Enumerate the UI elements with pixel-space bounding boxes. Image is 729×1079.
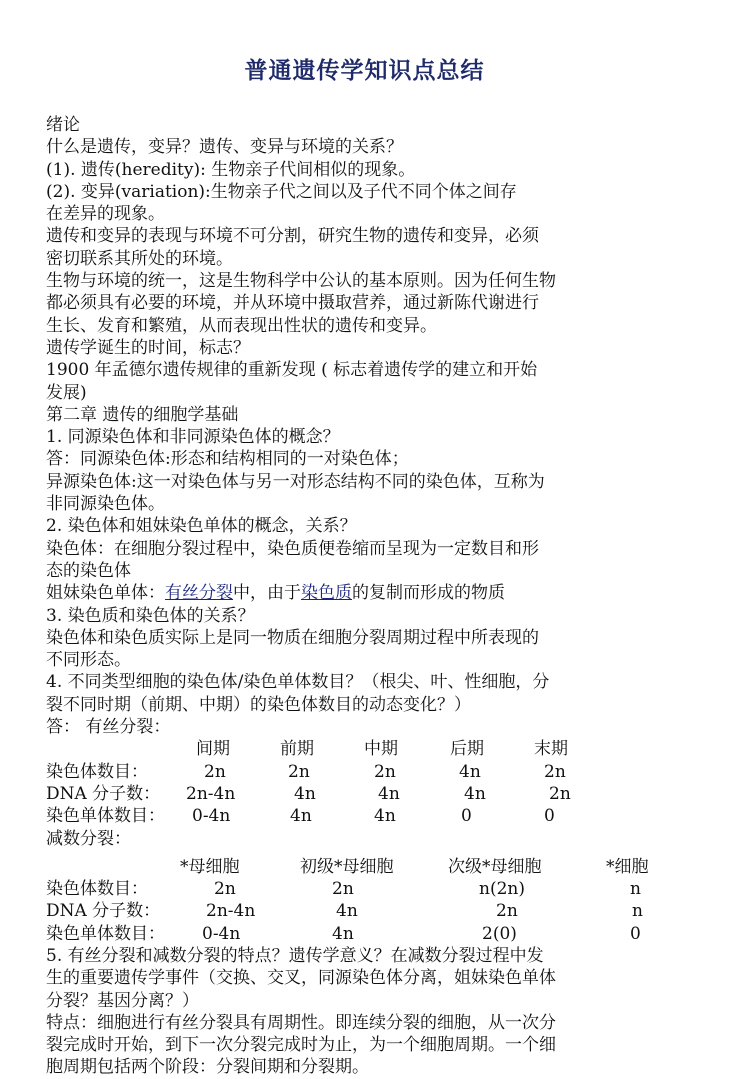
text-line: 染色体和染色质实际上是同一物质在细胞分裂周期过程中所表现的 [46,627,539,648]
table-cell: 2n-4n [186,783,236,804]
text-line: 非同源染色体。 [46,494,165,515]
mitosis-link[interactable]: 有丝分裂 [165,583,233,604]
text-line: 密切联系其所处的环境。 [46,248,233,269]
table-cell: 4n [332,923,354,944]
column-header: *细胞 [606,856,649,877]
text-line: 不同形态。 [46,650,131,671]
table-cell: 2n [204,761,226,782]
text-line: 遗传和变异的表现与环境不可分割，研究生物的遗传和变异，必须 [46,226,539,247]
text-line: 1900 年孟德尔遗传规律的重新发现 ( 标志着遗传学的建立和开始 [46,360,538,381]
text-line: 胞周期包括两个阶段：分裂间期和分裂期。 [46,1057,369,1078]
row-label: DNA 分子数： [46,901,161,922]
table-cell: 4n [464,783,486,804]
table-row [46,805,692,827]
table-cell: 2n [496,901,518,922]
table-cell: 0-4n [192,806,231,827]
text-line: 4. 不同类型细胞的染色体/染色单体数目？（根尖、叶、性细胞，分 [46,672,550,693]
table-row [46,878,692,900]
document-title: 普通遗传学知识点总结 [244,58,485,84]
chapter-heading: 第二章 遗传的细胞学基础 [46,404,239,425]
text-segment: 姐妹染色单体： [46,583,165,604]
text-line: 5. 有丝分裂和减数分裂的特点？遗传学意义？在减数分裂过程中发 [46,945,544,966]
table-cell: n [632,901,643,922]
table-row [46,900,692,922]
table-cell: 2n-4n [206,901,256,922]
table-cell: 4n [374,806,396,827]
table-cell: 4n [294,783,316,804]
column-header: *母细胞 [180,856,240,877]
table-cell: 4n [459,761,481,782]
text-line: 答： 有丝分裂： [46,717,171,738]
text-line: 遗传学诞生的时间，标志？ [46,337,250,358]
text-line: 异源染色体:这一对染色体与另一对形态结构不同的染色体，互称为 [46,471,545,492]
table-cell: 2n [214,879,236,900]
table-cell: 2n [288,761,310,782]
row-label: 染色单体数目： [46,923,165,944]
table-cell: 0 [461,806,472,827]
row-label: DNA 分子数： [46,783,161,804]
text-line: 减数分裂： [46,828,131,849]
table-cell: 0 [630,923,641,944]
table-cell: 2n [549,783,571,804]
table-row [46,783,692,805]
text-line: 分裂？基因分离？） [46,990,199,1011]
mitosis-table [46,738,692,827]
sister-chromatid-line [46,582,692,604]
table-cell: 0 [544,806,555,827]
text-line: 发展) [46,382,87,403]
text-line: 染色体：在细胞分裂过程中，染色质便卷缩而呈现为一定数目和形 [46,538,539,559]
column-header: 初级*母细胞 [300,856,394,877]
document-body [46,114,692,1079]
column-header: 末期 [534,739,568,760]
column-header: 间期 [196,739,230,760]
table-cell: 2n [544,761,566,782]
text-line: 生的重要遗传学事件（交换、交叉，同源染色体分离，姐妹染色单体 [46,968,556,989]
row-label: 染色单体数目： [46,806,165,827]
row-label: 染色体数目： [46,879,148,900]
table-row [46,761,692,783]
table-cell: 0-4n [202,923,241,944]
text-line: 态的染色体 [46,560,131,581]
table-cell: n [630,879,641,900]
table-header-row [46,738,692,760]
text-line: 生长、发育和繁殖，从而表现出性状的遗传和变异。 [46,315,437,336]
text-line: 裂不同时期（前期、中期）的染色体数目的动态变化？） [46,694,471,715]
table-cell: 2(0) [482,923,517,944]
text-line: (1). 遗传(heredity): 生物亲子代间相似的现象。 [46,159,416,180]
text-line: 生物与环境的统一，这是生物科学中公认的基本原则。因为任何生物 [46,271,556,292]
column-header: 前期 [280,739,314,760]
text-line: 裂完成时开始，到下一次分裂完成时为止，为一个细胞周期。一个细 [46,1035,556,1056]
table-cell: 2n [332,879,354,900]
table-cell: 4n [336,901,358,922]
meiosis-table [46,856,692,945]
row-label: 染色体数目： [46,761,148,782]
table-cell: 4n [290,806,312,827]
table-cell: 2n [374,761,396,782]
text-line: 3. 染色质和染色体的关系？ [46,605,255,626]
text-line: (2). 变异(variation):生物亲子代之间以及子代不同个体之间存 [46,181,517,202]
table-cell: n(2n) [479,879,525,900]
text-line: 2. 染色体和姐妹染色单体的概念，关系？ [46,516,357,537]
text-segment: 的复制而形成的物质 [352,583,505,604]
text-line: 1. 同源染色体和非同源染色体的概念？ [46,427,340,448]
text-segment: 中，由于 [233,583,301,604]
table-cell: 4n [378,783,400,804]
column-header: 中期 [364,739,398,760]
text-line: 都必须具有必要的环境，并从环境中摄取营养，通过新陈代谢进行 [46,293,539,314]
table-row [46,923,692,945]
text-line: 在差异的现象。 [46,204,165,225]
column-header: 后期 [450,739,484,760]
text-line: 特点：细胞进行有丝分裂具有周期性。即连续分裂的细胞，从一次分 [46,1012,556,1033]
section-heading: 绪论 [46,115,80,135]
text-line: 答：同源染色体:形态和结构相同的一对染色体； [46,449,409,470]
text-line: 什么是遗传，变异？遗传、变异与环境的关系？ [46,137,403,158]
table-header-row [46,856,692,878]
chromatin-link[interactable]: 染色质 [301,583,352,604]
column-header: 次级*母细胞 [448,856,542,877]
